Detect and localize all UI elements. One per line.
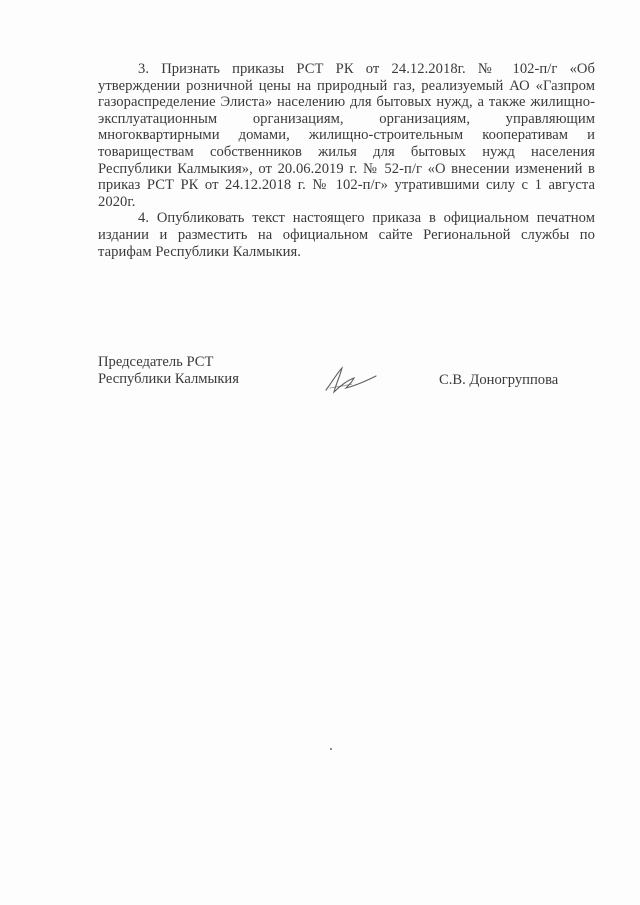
paragraph-3: 3. Признать приказы РСТ РК от 24.12.2018г. № 102-п/г «Об утверждении розничной цены на природный газ, реализуемый АО «Газпром газораспределение Элиста» населению для бытовых нужд, а также жилищно-эксплуатационным организациям, организациям, управляющим многоквартирными домами, жилищно-строительным кооперативам и товариществам собственников жилья для бытовых нужд населения Республики Калмыкия», от 20.06.2019 г. № 52-п/г «О внесении изменений в приказ РСТ РК от 24.12.2018 г. № 102-п/г» утратившими силу с 1 августа 2020г. [98, 61, 595, 210]
paragraph-4: 4. Опубликовать текст настоящего приказа в официальном печатном издании и разместить на официальном сайте Региональной службы по тарифам Республики Калмыкия. [98, 210, 595, 260]
signatory-title [98, 354, 239, 388]
document-body [98, 61, 595, 260]
signatory-name: С.В. Доногруппова [439, 372, 559, 388]
signatory-title-line1: Председатель РСТ [98, 354, 214, 370]
scan-speck [330, 748, 332, 750]
handwritten-signature [318, 360, 388, 400]
signatory-title-line2: Республики Калмыкия [98, 371, 239, 387]
